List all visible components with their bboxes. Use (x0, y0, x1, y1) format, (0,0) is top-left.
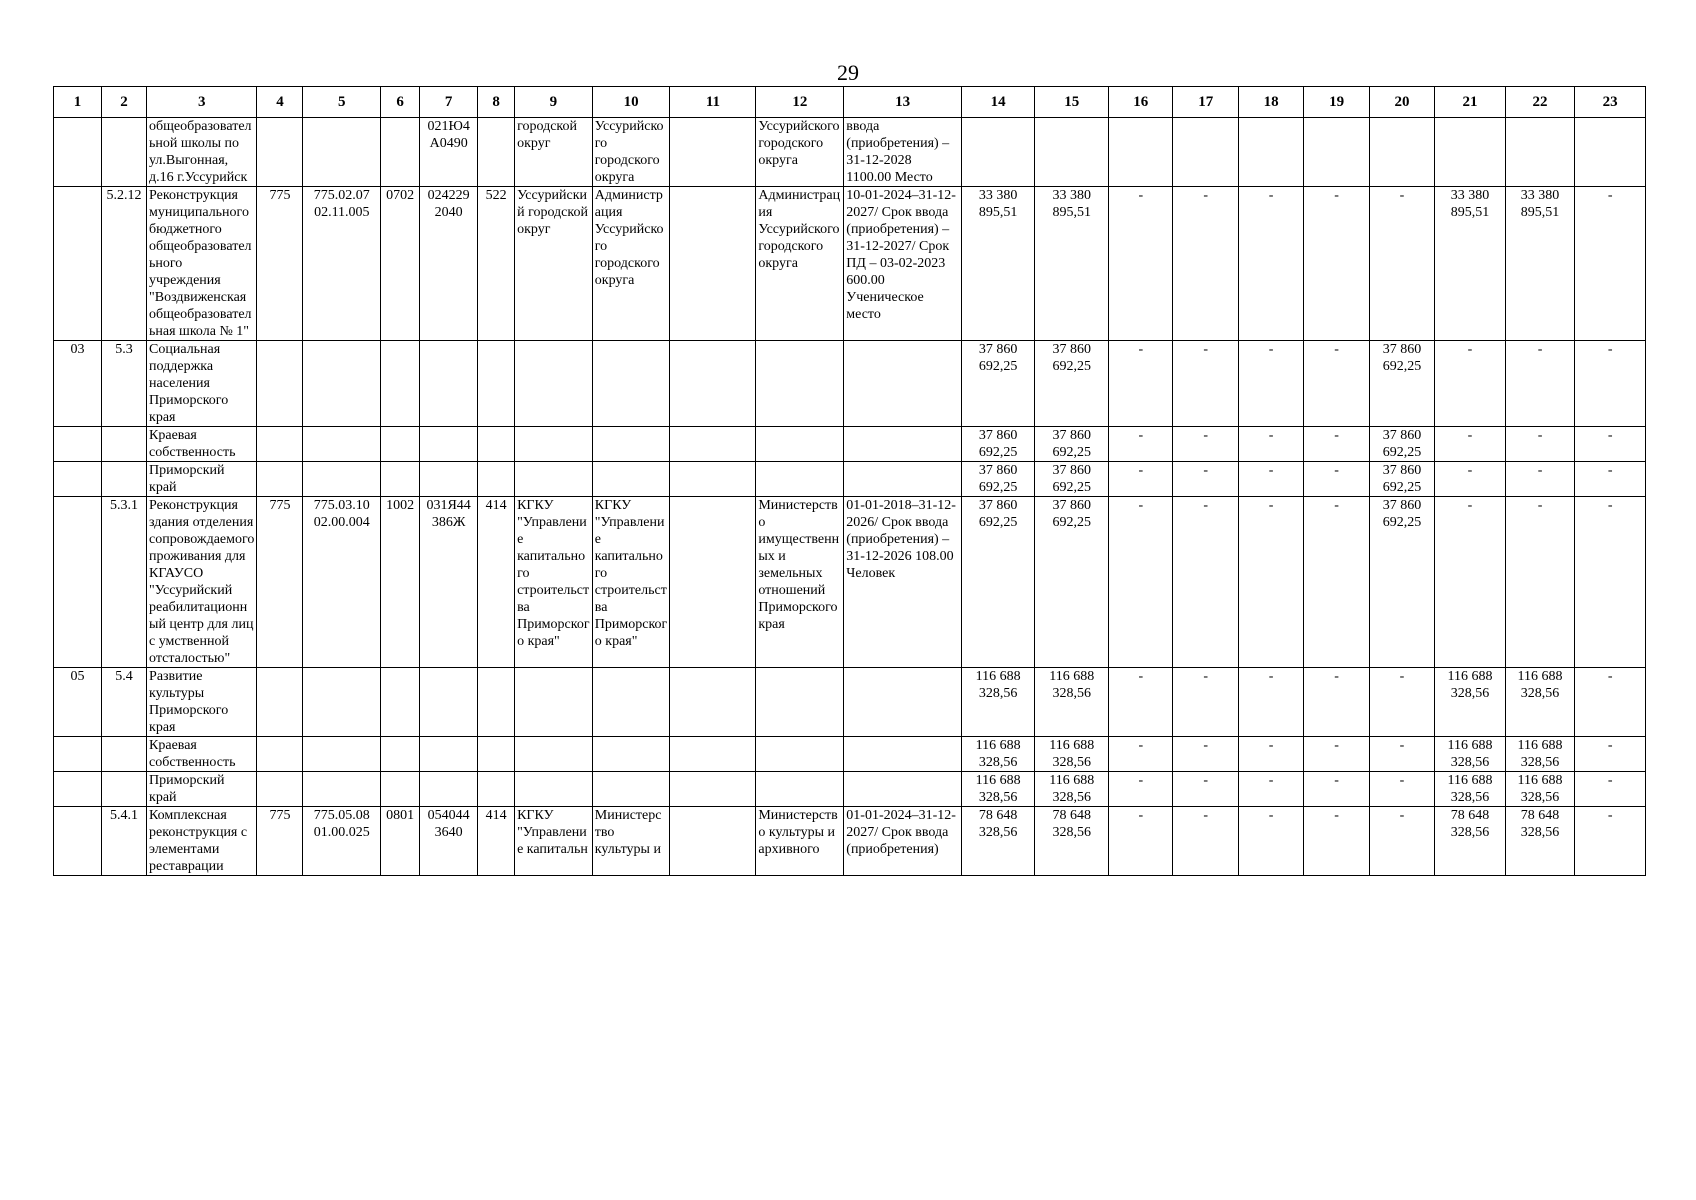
table-cell (420, 668, 478, 737)
table-row (54, 497, 1646, 668)
table-cell: - (1369, 772, 1434, 807)
table-cell (102, 427, 147, 462)
table-cell (756, 737, 844, 772)
table-cell: Реконструкция муниципального бюджетного общеобразовательного учреждения "Воздвиженская общеобразовательная школа № 1" (147, 187, 257, 341)
table-cell: - (1173, 462, 1238, 497)
table-cell: - (1173, 668, 1238, 737)
table-cell: 116 688 328,56 (1035, 737, 1109, 772)
table-cell (592, 772, 670, 807)
table-cell: - (1575, 187, 1646, 341)
table-cell: - (1304, 427, 1369, 462)
table-cell: - (1109, 187, 1173, 341)
table-cell (303, 668, 381, 737)
table-row (54, 807, 1646, 876)
table-cell (478, 341, 515, 427)
table-cell: - (1304, 807, 1369, 876)
table-cell: - (1575, 497, 1646, 668)
table-cell: 5.4 (102, 668, 147, 737)
table-cell (257, 118, 303, 187)
column-header: 10 (592, 87, 670, 118)
table-cell: 37 860 692,25 (961, 427, 1035, 462)
table-cell: 33 380 895,51 (1435, 187, 1506, 341)
table-cell (257, 737, 303, 772)
table-cell: 116 688 328,56 (1035, 668, 1109, 737)
table-cell: городской округ (515, 118, 593, 187)
table-cell (670, 807, 756, 876)
table-cell (102, 772, 147, 807)
table-cell (1505, 118, 1575, 187)
table-cell: 1002 (381, 497, 420, 668)
table-cell (844, 772, 962, 807)
table-cell (381, 737, 420, 772)
table-cell (844, 341, 962, 427)
table-cell (1369, 118, 1434, 187)
table-cell (592, 737, 670, 772)
table-cell: 116 688 328,56 (1035, 772, 1109, 807)
table-cell (1109, 118, 1173, 187)
column-header: 11 (670, 87, 756, 118)
table-cell (670, 668, 756, 737)
table-cell: - (1238, 341, 1303, 427)
table-cell: 024229 2040 (420, 187, 478, 341)
column-header: 9 (515, 87, 593, 118)
table-cell: 33 380 895,51 (1035, 187, 1109, 341)
table-cell: - (1173, 772, 1238, 807)
table-cell: - (1304, 341, 1369, 427)
table-cell: 78 648 328,56 (1035, 807, 1109, 876)
table-cell: 775.03.10 02.00.004 (303, 497, 381, 668)
table-cell (756, 341, 844, 427)
table-cell (420, 427, 478, 462)
table-cell: - (1575, 462, 1646, 497)
table-cell (592, 341, 670, 427)
table-cell (102, 462, 147, 497)
table-row (54, 772, 1646, 807)
table-row (54, 462, 1646, 497)
table-cell (844, 462, 962, 497)
table-cell: Комплексная реконструкция с элементами реставрации (147, 807, 257, 876)
table-cell (381, 668, 420, 737)
table-cell: 116 688 328,56 (961, 668, 1035, 737)
table-row (54, 187, 1646, 341)
table-cell: Уссурийского городского округа (756, 118, 844, 187)
table-cell: Краевая собственность (147, 427, 257, 462)
table-cell (756, 462, 844, 497)
table-cell (1435, 118, 1506, 187)
table-cell (670, 118, 756, 187)
column-header: 22 (1505, 87, 1575, 118)
table-cell (844, 427, 962, 462)
table-cell (1575, 118, 1646, 187)
table-cell: 37 860 692,25 (1035, 341, 1109, 427)
table-cell: 37 860 692,25 (1369, 497, 1434, 668)
table-cell: - (1109, 427, 1173, 462)
table-cell: КГКУ "Управление капитальн (515, 807, 593, 876)
table-cell (592, 462, 670, 497)
table-cell (381, 341, 420, 427)
table-cell (756, 668, 844, 737)
column-header: 23 (1575, 87, 1646, 118)
table-cell (515, 462, 593, 497)
table-cell (515, 341, 593, 427)
table-cell (515, 737, 593, 772)
table-cell: 5.3.1 (102, 497, 147, 668)
table-row (54, 118, 1646, 187)
table-cell: - (1173, 187, 1238, 341)
table-cell (54, 118, 102, 187)
table-cell: 116 688 328,56 (1505, 668, 1575, 737)
table-cell: Приморский край (147, 462, 257, 497)
table-cell (592, 668, 670, 737)
table-cell: 116 688 328,56 (1435, 772, 1506, 807)
table-cell: - (1304, 737, 1369, 772)
table-cell: 775.05.08 01.00.025 (303, 807, 381, 876)
table-cell: 37 860 692,25 (1369, 462, 1434, 497)
table-cell: - (1304, 772, 1369, 807)
table-cell: Министерство культуры и (592, 807, 670, 876)
table-cell: - (1575, 737, 1646, 772)
table-cell (102, 737, 147, 772)
table-cell: - (1575, 341, 1646, 427)
table-cell: 775.02.07 02.11.005 (303, 187, 381, 341)
table-cell (670, 462, 756, 497)
table-cell: - (1238, 772, 1303, 807)
table-cell (420, 341, 478, 427)
table-cell (420, 772, 478, 807)
table-cell (420, 737, 478, 772)
table-cell: 37 860 692,25 (1035, 427, 1109, 462)
table-cell: Приморский край (147, 772, 257, 807)
table-cell (257, 668, 303, 737)
table-cell (303, 427, 381, 462)
table-cell (54, 737, 102, 772)
investment-table (53, 86, 1646, 876)
table-cell: - (1238, 668, 1303, 737)
table-cell (1035, 118, 1109, 187)
table-cell: - (1109, 807, 1173, 876)
table-cell (303, 118, 381, 187)
table-cell: - (1369, 187, 1434, 341)
table-cell (670, 737, 756, 772)
header-row (54, 87, 1646, 118)
table-cell (257, 772, 303, 807)
table-cell (54, 462, 102, 497)
table-cell: - (1505, 427, 1575, 462)
table-cell (257, 341, 303, 427)
table-cell: - (1173, 807, 1238, 876)
table-cell: 116 688 328,56 (961, 737, 1035, 772)
column-header: 6 (381, 87, 420, 118)
table-cell (478, 772, 515, 807)
table-cell: 33 380 895,51 (961, 187, 1035, 341)
table-row (54, 341, 1646, 427)
table-cell: Краевая собственность (147, 737, 257, 772)
column-header: 20 (1369, 87, 1434, 118)
table-cell: 5.4.1 (102, 807, 147, 876)
table-cell (303, 772, 381, 807)
table-cell: 054044 3640 (420, 807, 478, 876)
column-header: 21 (1435, 87, 1506, 118)
table-cell: - (1173, 737, 1238, 772)
table-cell: - (1304, 187, 1369, 341)
table-cell: - (1505, 497, 1575, 668)
column-header: 7 (420, 87, 478, 118)
table-cell (961, 118, 1035, 187)
table-cell: 0801 (381, 807, 420, 876)
table-cell: - (1369, 668, 1434, 737)
table-cell (756, 772, 844, 807)
table-cell: 0702 (381, 187, 420, 341)
table-cell: - (1238, 427, 1303, 462)
table-cell (54, 772, 102, 807)
table-cell: - (1109, 462, 1173, 497)
table-cell: 01-01-2024–31-12-2027/ Срок ввода (приобретения) (844, 807, 962, 876)
table-cell: - (1304, 497, 1369, 668)
table-cell: - (1109, 737, 1173, 772)
column-header: 3 (147, 87, 257, 118)
column-header: 17 (1173, 87, 1238, 118)
table-cell: Администрация Уссурийского городского округа (756, 187, 844, 341)
table-cell: 522 (478, 187, 515, 341)
table-cell: - (1109, 772, 1173, 807)
table-cell: - (1505, 341, 1575, 427)
column-header: 12 (756, 87, 844, 118)
table-cell (670, 187, 756, 341)
table-cell (1304, 118, 1369, 187)
table-cell (381, 118, 420, 187)
table-cell: Администрация Уссурийского городского округа (592, 187, 670, 341)
column-header: 14 (961, 87, 1035, 118)
table-cell: 775 (257, 497, 303, 668)
table-cell: Уссурийский городской округ (515, 187, 593, 341)
table-cell: - (1238, 497, 1303, 668)
table-cell: 37 860 692,25 (1035, 462, 1109, 497)
table-cell: - (1575, 807, 1646, 876)
table-cell (303, 341, 381, 427)
table-cell: Развитие культуры Приморского края (147, 668, 257, 737)
table-cell (515, 668, 593, 737)
table-cell: 37 860 692,25 (961, 497, 1035, 668)
table-cell (756, 427, 844, 462)
table-cell: Министерство имущественных и земельных отношений Приморского края (756, 497, 844, 668)
table-cell (515, 772, 593, 807)
table-cell (478, 427, 515, 462)
table-cell: - (1109, 497, 1173, 668)
table-cell: КГКУ "Управление капитального строительства Приморского края" (515, 497, 593, 668)
table-cell (257, 427, 303, 462)
table-cell: - (1238, 737, 1303, 772)
table-cell: ввода (приобретения) – 31-12-2028 1100.00 Место (844, 118, 962, 187)
table-cell: - (1238, 462, 1303, 497)
column-header: 8 (478, 87, 515, 118)
table-cell (478, 462, 515, 497)
table-row (54, 668, 1646, 737)
table-cell (257, 462, 303, 497)
table-cell: 414 (478, 497, 515, 668)
table-cell (478, 668, 515, 737)
table-cell: 37 860 692,25 (1369, 427, 1434, 462)
column-header: 13 (844, 87, 962, 118)
table-cell (1238, 118, 1303, 187)
table-cell: 37 860 692,25 (1035, 497, 1109, 668)
column-header: 1 (54, 87, 102, 118)
table-cell (670, 341, 756, 427)
table-cell (54, 807, 102, 876)
table-cell: - (1505, 462, 1575, 497)
table-cell: 414 (478, 807, 515, 876)
table-cell: 775 (257, 807, 303, 876)
table-cell: 05 (54, 668, 102, 737)
table-cell: 78 648 328,56 (1505, 807, 1575, 876)
table-cell: общеобразовательной школы по ул.Выгонная, д.16 г.Уссурийск (147, 118, 257, 187)
column-header: 18 (1238, 87, 1303, 118)
table-cell: 5.2.12 (102, 187, 147, 341)
table-cell (670, 497, 756, 668)
table-cell: Уссурийского городского округа (592, 118, 670, 187)
table-cell (303, 462, 381, 497)
table-cell: 78 648 328,56 (1435, 807, 1506, 876)
table-cell: 031Я44 386Ж (420, 497, 478, 668)
table-cell: 021Ю4 А0490 (420, 118, 478, 187)
column-header: 19 (1304, 87, 1369, 118)
table-cell (670, 772, 756, 807)
table-cell: - (1369, 737, 1434, 772)
table-cell: 10-01-2024–31-12-2027/ Срок ввода (приобретения) – 31-12-2027/ Срок ПД – 03-02-2023 600.00 Ученическое место (844, 187, 962, 341)
table-cell: - (1304, 462, 1369, 497)
table-cell (381, 462, 420, 497)
table-cell: - (1435, 341, 1506, 427)
table-cell: 37 860 692,25 (1369, 341, 1434, 427)
table-cell (381, 772, 420, 807)
table-cell: - (1173, 497, 1238, 668)
table-cell: Министерство культуры и архивного (756, 807, 844, 876)
table-cell (54, 497, 102, 668)
table-cell (592, 427, 670, 462)
table-cell: - (1435, 427, 1506, 462)
column-header: 15 (1035, 87, 1109, 118)
table-cell: 5.3 (102, 341, 147, 427)
table-row (54, 737, 1646, 772)
table-cell: 116 688 328,56 (961, 772, 1035, 807)
table-cell: КГКУ "Управление капитального строительства Приморского края" (592, 497, 670, 668)
column-header: 5 (303, 87, 381, 118)
table-cell: - (1435, 497, 1506, 668)
table-cell: 03 (54, 341, 102, 427)
column-header: 2 (102, 87, 147, 118)
table-cell: - (1304, 668, 1369, 737)
table-cell (381, 427, 420, 462)
table-cell: 01-01-2018–31-12-2026/ Срок ввода (приобретения) – 31-12-2026 108.00 Человек (844, 497, 962, 668)
table-cell (844, 668, 962, 737)
table-row (54, 427, 1646, 462)
table-cell: - (1575, 772, 1646, 807)
table-cell (515, 427, 593, 462)
table-cell: - (1575, 668, 1646, 737)
table-cell: 37 860 692,25 (961, 462, 1035, 497)
column-header: 4 (257, 87, 303, 118)
table-cell (54, 187, 102, 341)
table-cell: 116 688 328,56 (1435, 737, 1506, 772)
table-cell (670, 427, 756, 462)
page-number: 29 (837, 60, 859, 85)
table-cell: - (1109, 668, 1173, 737)
table-cell: - (1173, 341, 1238, 427)
table-cell: - (1575, 427, 1646, 462)
table-cell: Социальная поддержка населения Приморского края (147, 341, 257, 427)
table-cell: 116 688 328,56 (1505, 772, 1575, 807)
table-cell: Реконструкция здания отделения сопровождаемого проживания для КГАУСО "Уссурийский реабилитационный центр для лиц с умственной отсталостью" (147, 497, 257, 668)
table-cell: - (1369, 807, 1434, 876)
column-header: 16 (1109, 87, 1173, 118)
table-cell: - (1238, 187, 1303, 341)
table-cell (844, 737, 962, 772)
table-cell (1173, 118, 1238, 187)
table-cell: 116 688 328,56 (1505, 737, 1575, 772)
table-cell (303, 737, 381, 772)
table-cell: - (1173, 427, 1238, 462)
table-cell: - (1435, 462, 1506, 497)
table-cell: 33 380 895,51 (1505, 187, 1575, 341)
table-cell (102, 118, 147, 187)
table-cell (420, 462, 478, 497)
table-cell (54, 427, 102, 462)
table-cell: - (1238, 807, 1303, 876)
table-cell: 37 860 692,25 (961, 341, 1035, 427)
table-cell: 116 688 328,56 (1435, 668, 1506, 737)
table-cell: 775 (257, 187, 303, 341)
table-cell: - (1109, 341, 1173, 427)
table-cell: 78 648 328,56 (961, 807, 1035, 876)
table-cell (478, 118, 515, 187)
table-cell (478, 737, 515, 772)
